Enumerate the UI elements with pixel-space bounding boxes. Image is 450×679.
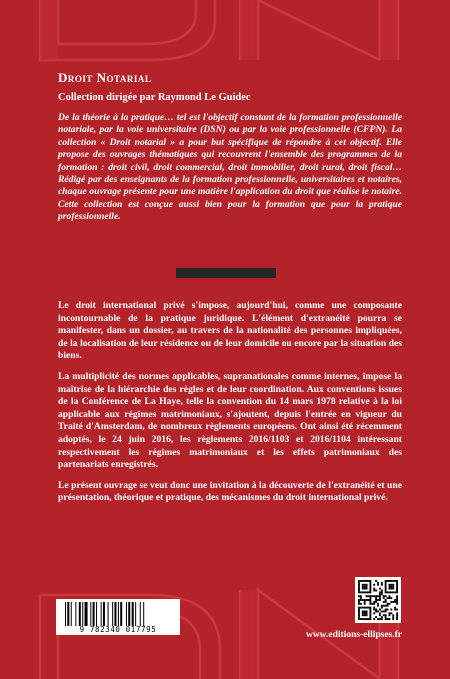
publisher-website: www.editions-ellipses.fr [305, 630, 402, 640]
qr-module [392, 588, 394, 590]
qr-module [358, 603, 360, 605]
qr-module [394, 591, 396, 593]
qr-module [394, 609, 396, 611]
qr-module [369, 591, 371, 593]
qr-module [358, 595, 360, 597]
qr-module [364, 603, 366, 605]
qr-module [388, 591, 390, 593]
qr-module [366, 586, 368, 588]
qr-module [390, 609, 392, 611]
qr-module [369, 610, 371, 612]
qr-module [373, 601, 375, 603]
qr-module [375, 597, 377, 599]
qr-module [360, 607, 362, 609]
qr-module [387, 618, 389, 620]
qr-module [369, 599, 371, 601]
qr-module [390, 601, 392, 603]
qr-module [379, 591, 381, 593]
qr-module [362, 591, 364, 593]
qr-module [373, 618, 375, 620]
qr-module [392, 591, 394, 593]
qr-module [392, 584, 394, 586]
qr-module [369, 601, 371, 603]
qr-module [396, 609, 398, 611]
barcode-bar [132, 602, 134, 626]
qr-module [366, 580, 368, 582]
qr-module [362, 618, 364, 620]
qr-module [385, 614, 387, 616]
qr-module [396, 599, 398, 601]
qr-module [358, 586, 360, 588]
qr-module [364, 586, 366, 588]
qr-module [369, 609, 371, 611]
qr-module [379, 597, 381, 599]
qr-module [390, 584, 392, 586]
qr-module [369, 603, 371, 605]
qr-module [381, 618, 383, 620]
qr-module [373, 590, 375, 592]
qr-module [385, 595, 387, 597]
qr-module [375, 610, 377, 612]
barcode-bar [143, 602, 144, 626]
qr-module [358, 614, 360, 616]
qr-module [362, 584, 364, 586]
barcode-bar [108, 602, 109, 626]
qr-module [368, 599, 370, 601]
qr-module [387, 591, 389, 593]
qr-module [390, 580, 392, 582]
qr-code [355, 577, 401, 623]
qr-module [371, 595, 373, 597]
qr-module [381, 582, 383, 584]
qr-module [383, 610, 385, 612]
qr-module [358, 612, 360, 614]
qr-module [360, 580, 362, 582]
barcode-bar [85, 602, 88, 626]
qr-module [358, 591, 360, 593]
qr-module [366, 588, 368, 590]
qr-module [385, 590, 387, 592]
qr-module [388, 612, 390, 614]
qr-module [364, 588, 366, 590]
qr-module [377, 605, 379, 607]
qr-module [375, 599, 377, 601]
qr-module [366, 607, 368, 609]
qr-module [383, 601, 385, 603]
collection-director: Collection dirigée par Raymond Le Guidec [58, 92, 251, 103]
qr-module [375, 590, 377, 592]
qr-module [368, 618, 370, 620]
qr-module [385, 616, 387, 618]
qr-module [390, 588, 392, 590]
qr-module [396, 595, 398, 597]
qr-module [360, 591, 362, 593]
qr-module [379, 614, 381, 616]
barcode-bar [120, 602, 122, 626]
barcode-bar [114, 602, 116, 626]
qr-module [396, 590, 398, 592]
qr-module [383, 605, 385, 607]
qr-module [362, 599, 364, 601]
qr-module [369, 588, 371, 590]
qr-module [388, 603, 390, 605]
qr-module [368, 595, 370, 597]
qr-module [362, 612, 364, 614]
qr-module [375, 601, 377, 603]
qr-module [392, 586, 394, 588]
qr-module [362, 614, 364, 616]
qr-module [390, 586, 392, 588]
qr-module [364, 610, 366, 612]
qr-module [358, 601, 360, 603]
qr-module [385, 605, 387, 607]
barcode-bar [103, 602, 105, 626]
qr-module [375, 609, 377, 611]
qr-module [366, 599, 368, 601]
qr-module [364, 580, 366, 582]
qr-module [358, 588, 360, 590]
qr-module [379, 599, 381, 601]
qr-module [373, 609, 375, 611]
qr-module [358, 618, 360, 620]
qr-module [394, 580, 396, 582]
qr-module [385, 584, 387, 586]
qr-module [362, 607, 364, 609]
qr-module [385, 588, 387, 590]
qr-module [396, 612, 398, 614]
qr-module [381, 610, 383, 612]
qr-module [388, 586, 390, 588]
qr-module [381, 584, 383, 586]
summary-paragraph-1: Le droit international privé s'impose, aujourd'hui, comme une composante incontournable de la pratique juridique. L'élément d'extranéité pourra se manifester, dans un dossier, au travers de la nationalité des personnes impliquées, de la localisation de leur résidence ou de leur domicile ou encore par la situation des biens. [58, 300, 402, 362]
qr-module [377, 582, 379, 584]
barcode-bar [93, 602, 95, 626]
qr-module [379, 609, 381, 611]
qr-module [396, 614, 398, 616]
barcode-bar [90, 602, 91, 626]
qr-module [358, 607, 360, 609]
qr-module [358, 610, 360, 612]
qr-module [360, 599, 362, 601]
series-title: Droit Notarial [58, 70, 152, 85]
qr-module [377, 595, 379, 597]
qr-module [366, 610, 368, 612]
qr-module [388, 580, 390, 582]
summary-paragraph-3: Le présent ouvrage se veut donc une invitation à la découverte de l'extranéité et une présentation, théorique et pratique, des mécanismes du droit international privé. [58, 479, 402, 504]
qr-module [387, 605, 389, 607]
qr-module [369, 614, 371, 616]
qr-module [369, 612, 371, 614]
barcode-bar [75, 602, 76, 626]
separator-bar [176, 268, 276, 278]
qr-module [379, 595, 381, 597]
qr-module [373, 595, 375, 597]
qr-module [396, 597, 398, 599]
qr-module [373, 603, 375, 605]
qr-module [364, 601, 366, 603]
qr-module [385, 582, 387, 584]
qr-module [385, 601, 387, 603]
qr-module [358, 609, 360, 611]
qr-module [385, 591, 387, 593]
qr-module [358, 584, 360, 586]
qr-module [366, 591, 368, 593]
qr-module [381, 591, 383, 593]
barcode-bar [112, 602, 113, 626]
qr-module [381, 590, 383, 592]
qr-module [388, 588, 390, 590]
qr-module [375, 595, 377, 597]
qr-module [360, 597, 362, 599]
qr-module [375, 580, 377, 582]
qr-module [396, 584, 398, 586]
barcode [56, 599, 180, 635]
barcode-bars-icon [65, 602, 171, 626]
qr-module [366, 614, 368, 616]
qr-module [377, 618, 379, 620]
qr-module [366, 618, 368, 620]
qr-module [368, 591, 370, 593]
qr-module [394, 599, 396, 601]
qr-module [369, 597, 371, 599]
qr-module [364, 591, 366, 593]
qr-module [364, 618, 366, 620]
qr-module [369, 595, 371, 597]
qr-module [385, 586, 387, 588]
qr-module [385, 610, 387, 612]
qr-module [396, 588, 398, 590]
qr-module [369, 607, 371, 609]
qr-module [396, 586, 398, 588]
book-summary [58, 300, 402, 513]
qr-module [364, 612, 366, 614]
qr-module [364, 614, 366, 616]
qr-module [358, 580, 360, 582]
qr-module [368, 607, 370, 609]
qr-module [369, 618, 371, 620]
barcode-bar [96, 602, 97, 626]
qr-module [366, 595, 368, 597]
qr-module [364, 599, 366, 601]
qr-module [383, 614, 385, 616]
qr-module [371, 603, 373, 605]
qr-module [381, 616, 383, 618]
qr-module [387, 603, 389, 605]
qr-module [362, 586, 364, 588]
barcode-bar [79, 602, 81, 626]
barcode-bar [135, 602, 136, 626]
qr-module [385, 609, 387, 611]
qr-module [390, 612, 392, 614]
qr-module [388, 618, 390, 620]
qr-module [392, 618, 394, 620]
qr-module [385, 599, 387, 601]
qr-module [369, 584, 371, 586]
qr-module [358, 599, 360, 601]
qr-module [396, 603, 398, 605]
qr-module [366, 612, 368, 614]
qr-module [388, 584, 390, 586]
qr-module [377, 610, 379, 612]
qr-module [373, 588, 375, 590]
qr-module [375, 616, 377, 618]
qr-module [387, 609, 389, 611]
barcode-bar [67, 602, 69, 626]
qr-module [379, 612, 381, 614]
barcode-bar [140, 602, 141, 626]
qr-module [381, 593, 383, 595]
barcode-bar [82, 602, 83, 626]
qr-module [383, 595, 385, 597]
qr-module [366, 584, 368, 586]
qr-module [392, 580, 394, 582]
qr-module [360, 595, 362, 597]
summary-paragraph-2: La multiplicité des normes applicables, supranationales comme internes, impose la maîtrise de la hiérarchie des règles et de leur coordination. Aux conventions issues de la Conférence de La Haye, telle la convention du 14 mars 1978 relative à la loi applicable aux régimes matrimoniaux, s'ajoutent, depuis l'entrée en vigueur du Traité d'Amsterdam, de nombreux règlements européens. Ont ainsi été récemment adoptés, le 24 juin 2016, les règlements 2016/1103 et 2016/1104 intéressant respectivement les régimes matrimoniaux et les effets patrimoniaux des partenariats enregistrés. [58, 370, 402, 471]
qr-module [358, 582, 360, 584]
qr-module [369, 616, 371, 618]
qr-module [388, 597, 390, 599]
qr-module [360, 618, 362, 620]
qr-module [379, 588, 381, 590]
barcode-bar [128, 602, 130, 626]
barcode-bar [126, 602, 127, 626]
qr-module [387, 597, 389, 599]
qr-module [396, 616, 398, 618]
barcode-bar [118, 602, 119, 626]
qr-module [387, 580, 389, 582]
qr-module [396, 601, 398, 603]
qr-module [379, 593, 381, 595]
qr-module [362, 588, 364, 590]
qr-module [369, 580, 371, 582]
qr-module [388, 595, 390, 597]
isbn-number: 9 782340 017795 [79, 625, 157, 634]
qr-module [362, 580, 364, 582]
qr-module [369, 586, 371, 588]
collection-description: De la théorie à la pratique… tel est l'objectif constant de la formation professionnelle notariale, par la voie universitaire (DSN) ou par la voie professionnelle (CFPN). La collection « Droit notarial » a pour but spécifique de répondre à cet objectif. Elle propose des ouvrages thématiques qui recouvrent l'ensemble des programmes de la formation : droit civil, droit commercial, droit immobilier, droit rural, droit fiscal… Rédigé par des enseignants de la formation professionnelle, universitaires et notaires, chaque ouvrage présente pour une matière l'application du droit que réalise le notaire. Cette collection est conçue aussi bien pour la formation que pour la pratique professionnelle. [58, 112, 402, 223]
qr-module [394, 607, 396, 609]
qr-module [381, 605, 383, 607]
qr-module [373, 584, 375, 586]
qr-module [396, 582, 398, 584]
qr-module [368, 580, 370, 582]
qr-module [364, 607, 366, 609]
qr-module [362, 610, 364, 612]
qr-module [358, 590, 360, 592]
qr-module [373, 612, 375, 614]
qr-module [379, 618, 381, 620]
qr-module [392, 614, 394, 616]
qr-code-icon [358, 580, 398, 620]
barcode-bar [71, 602, 72, 626]
qr-module [390, 591, 392, 593]
qr-module [383, 597, 385, 599]
qr-module [385, 618, 387, 620]
qr-module [385, 580, 387, 582]
qr-module [394, 601, 396, 603]
qr-module [396, 618, 398, 620]
barcode-bar [101, 602, 102, 626]
qr-module [358, 616, 360, 618]
qr-module [369, 590, 371, 592]
qr-module [373, 607, 375, 609]
qr-module [369, 582, 371, 584]
qr-module [377, 603, 379, 605]
qr-module [364, 584, 366, 586]
qr-module [360, 603, 362, 605]
qr-module [381, 607, 383, 609]
qr-module [377, 584, 379, 586]
qr-module [388, 614, 390, 616]
qr-module [392, 601, 394, 603]
barcode-bar [65, 602, 66, 626]
qr-module [377, 599, 379, 601]
qr-module [396, 591, 398, 593]
qr-module [390, 597, 392, 599]
qr-module [396, 580, 398, 582]
qr-module [392, 616, 394, 618]
